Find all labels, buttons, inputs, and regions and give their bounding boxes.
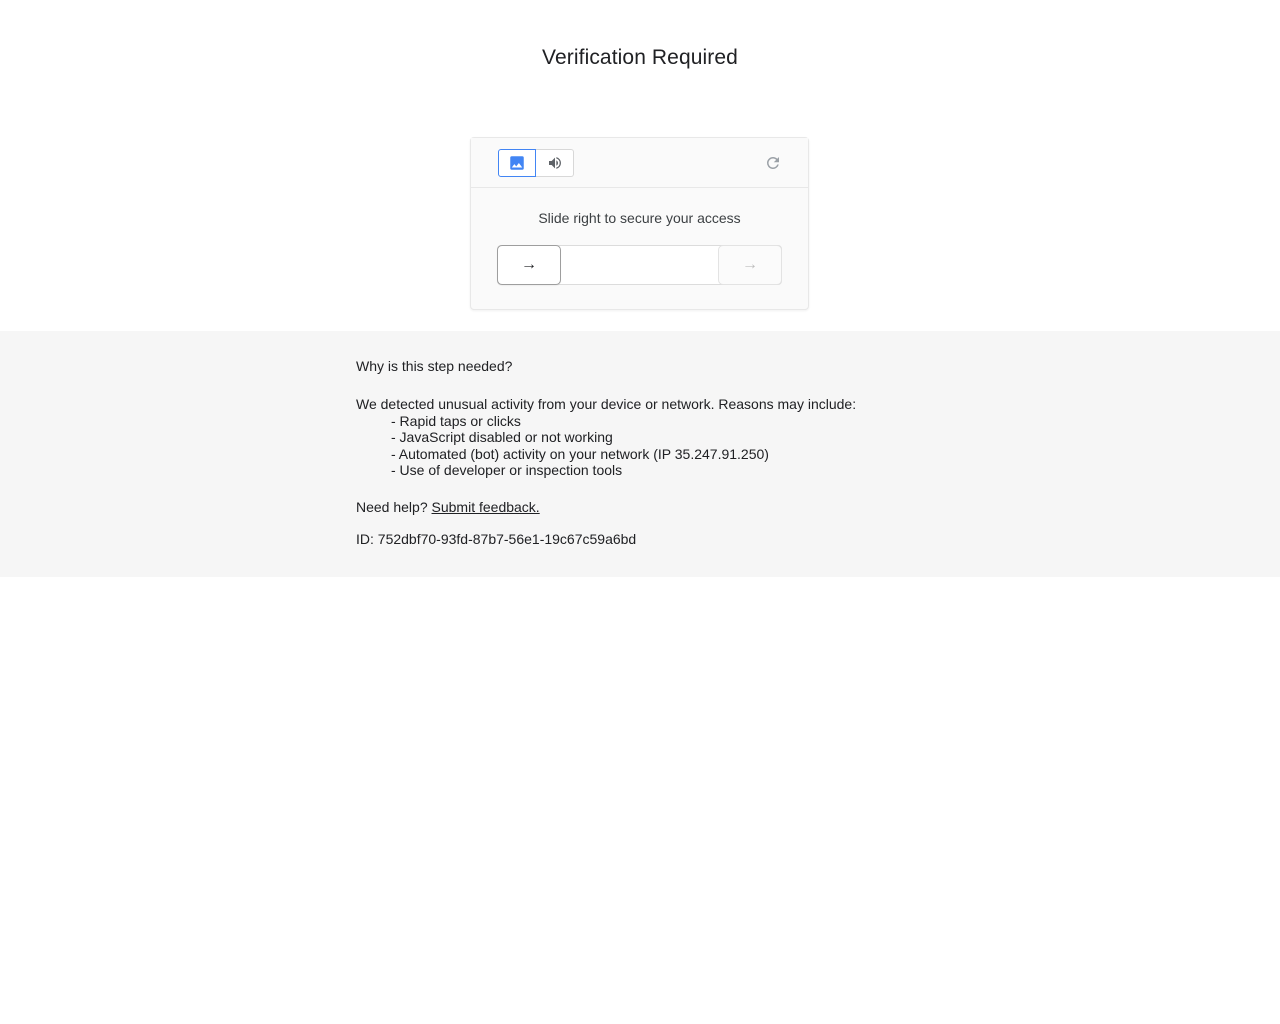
page-title: Verification Required <box>542 46 738 69</box>
list-item: - Automated (bot) activity on your network (IP 35.247.91.250) <box>391 445 769 462</box>
verification-id: ID: 752dbf70-93fd-87b7-56e1-19c67c59a6bd <box>356 530 637 547</box>
slider-prompt: Slide right to secure your access <box>538 210 741 226</box>
submit-feedback-link[interactable]: Submit feedback. <box>431 498 540 515</box>
info-content <box>356 358 1056 547</box>
slider-target <box>718 245 782 285</box>
list-item: - JavaScript disabled or not working <box>391 429 613 446</box>
speaker-icon <box>547 155 563 171</box>
list-item: - Rapid taps or clicks <box>391 413 521 429</box>
captcha-mode-group <box>498 149 574 177</box>
info-lead: We detected unusual activity from your device or network. Reasons may include: <box>356 396 857 412</box>
captcha-widget <box>470 137 809 310</box>
slider-handle[interactable] <box>497 245 561 285</box>
slider-row <box>497 245 782 285</box>
captcha-body <box>471 188 808 309</box>
info-question: Why is this step needed? <box>356 358 513 374</box>
audio-mode-button[interactable] <box>536 149 574 177</box>
arrow-right-icon: → <box>742 256 758 273</box>
help-prefix: Need help? <box>356 498 428 515</box>
reason-list <box>356 413 1056 479</box>
reload-captcha-button[interactable] <box>760 150 786 176</box>
help-line <box>356 499 1056 515</box>
image-mode-button[interactable] <box>498 149 536 177</box>
info-panel <box>0 331 1280 577</box>
captcha-header <box>471 138 808 188</box>
list-item: - Use of developer or inspection tools <box>391 462 623 479</box>
image-icon <box>508 154 526 172</box>
arrow-right-icon: → <box>521 256 537 273</box>
refresh-icon <box>764 154 782 172</box>
